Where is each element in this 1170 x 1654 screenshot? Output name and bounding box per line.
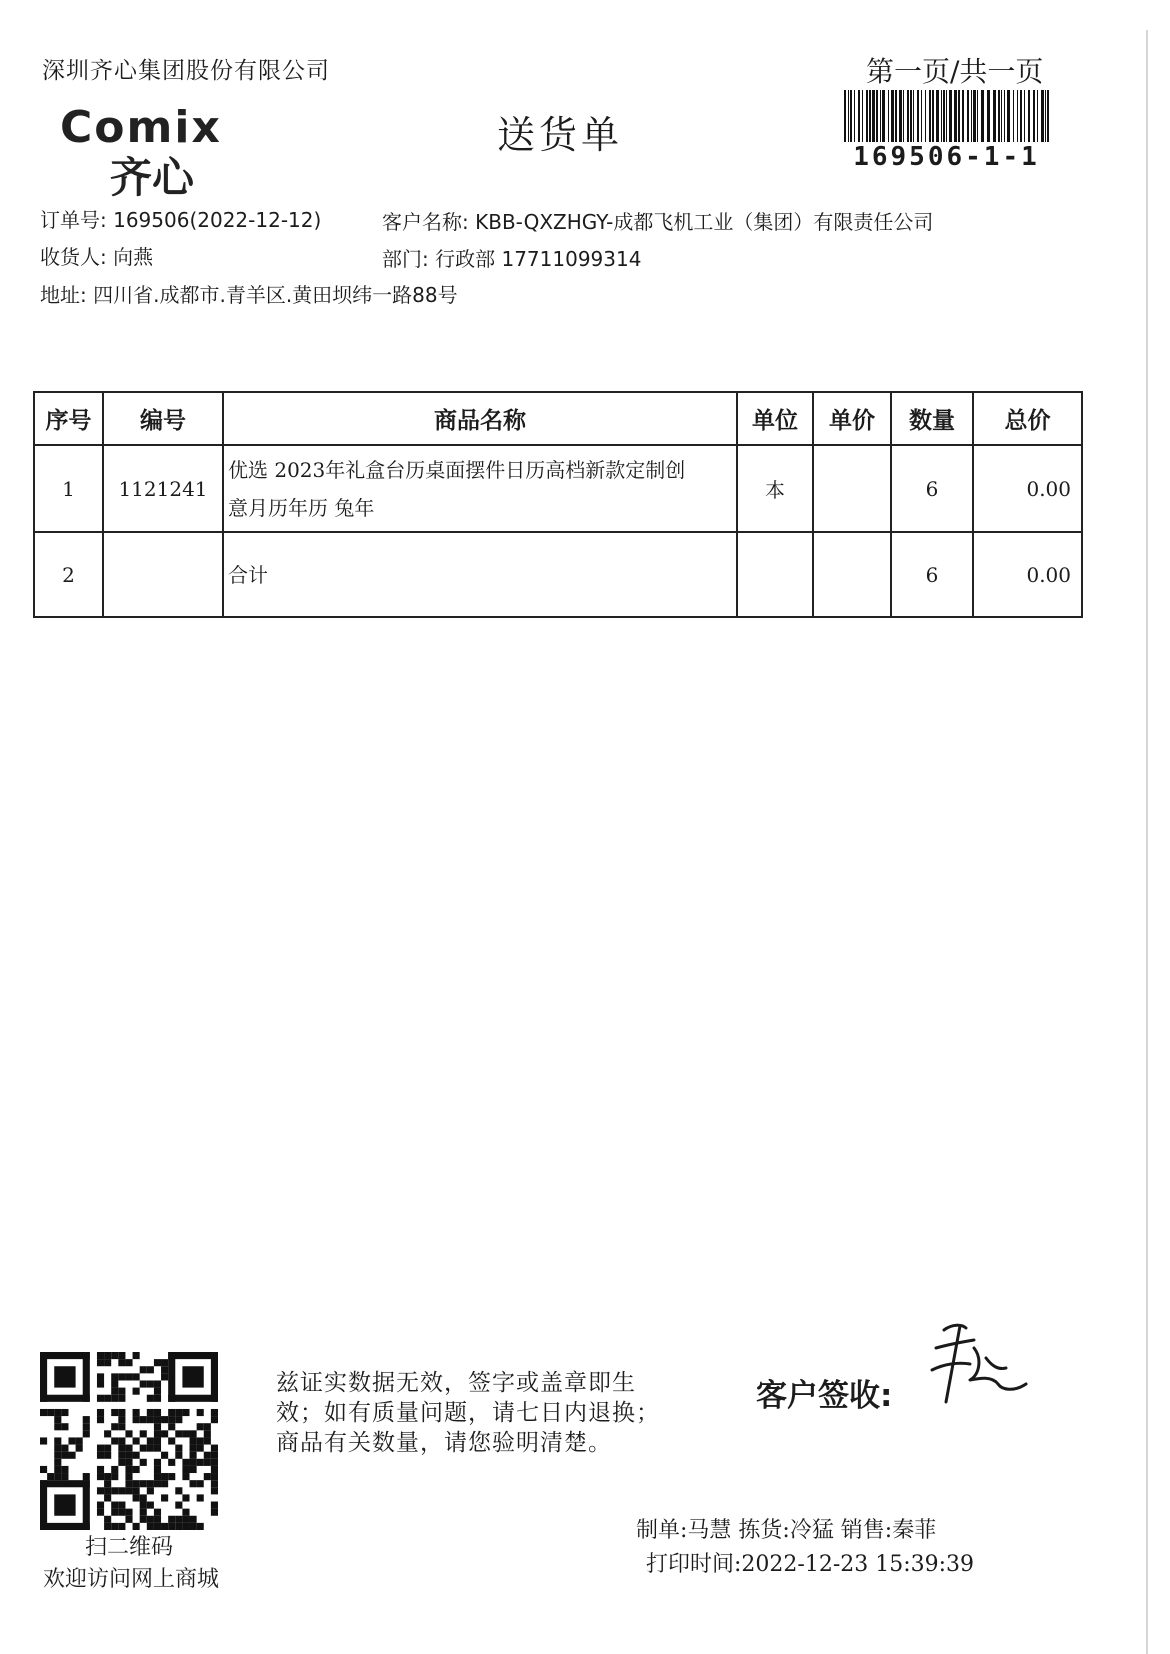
row1-quantity: 6 [925,476,939,501]
row1-total: 0.00 [1026,476,1071,501]
receiver-line [40,241,153,270]
department-line [382,243,641,272]
scan-edge-line [1146,30,1148,1654]
row2-product-name: 合计 [228,562,268,587]
row1-product-name-line2: 意月历年历 兔年 [228,495,375,520]
order-label: 订单号: [40,208,107,232]
receiver-value: 向燕 [113,245,154,269]
header-product-name: 商品名称 [434,408,526,434]
address-label: 地址: [40,283,87,307]
row1-unit-price [814,446,890,531]
row1-code: 1121241 [118,476,208,501]
page-indicator: 第一页/共一页 [866,55,1044,88]
header-unit: 单位 [752,408,798,434]
document-title: 送货单 [497,113,624,157]
address-value: 四川省.成都市.青羊区.黄田坝纬一路88号 [93,283,458,307]
barcode [844,90,1049,142]
header-quantity: 数量 [909,408,955,434]
header-seq: 序号 [45,408,92,434]
signature-mark [922,1318,1032,1413]
notice-line-1: 兹证实数据无效，签字或盖章即生 [276,1370,636,1396]
address-line [40,279,458,308]
header-unit-price: 单价 [829,408,875,434]
svg-text:齐心: 齐心 [110,153,195,200]
row1-product-name [224,446,736,531]
staff-line: 制单:马慧 拣货:冷猛 销售:秦菲 [636,1518,937,1543]
receiver-label: 收货人: [40,245,107,269]
dept-label: 部门: [382,247,429,271]
company-name: 深圳齐心集团股份有限公司 [42,58,330,84]
items-table [33,391,1083,618]
customer-sign-label: 客户签收: [756,1378,893,1414]
header-code: 编号 [140,408,186,434]
row1-unit: 本 [765,478,785,502]
row2-code [104,533,222,616]
qr-caption-visit: 欢迎访问网上商城 [42,1567,219,1592]
notice-line-2: 效；如有质量问题，请七日内退换； [276,1400,660,1426]
row1-seq: 1 [62,476,75,501]
row1-product-name-line1: 优选 2023年礼盒台历桌面摆件日历高档新款定制创 [228,457,686,482]
row2-quantity: 6 [925,562,939,587]
header-total: 总价 [1004,408,1051,434]
customer-name-line [382,206,933,235]
qr-code [40,1352,218,1530]
row2-unit-price [814,533,890,616]
row2-seq: 2 [62,562,75,587]
order-value: 169506(2022-12-12) [113,208,322,232]
comix-logo [60,100,290,200]
row2-unit [738,533,812,616]
print-time: 打印时间:2022-12-23 15:39:39 [646,1552,975,1577]
barcode-number: 169506-1-1 [853,142,1040,172]
customer-label: 客户名称: [382,210,469,234]
row2-total: 0.00 [1026,562,1071,587]
order-number-line [40,204,321,233]
svg-text:Comix: Comix [60,102,222,153]
notice-line-3: 商品有关数量，请您验明清楚。 [276,1430,612,1456]
dept-value: 行政部 17711099314 [435,247,642,271]
customer-value: KBB-QXZHGY-成都飞机工业（集团）有限责任公司 [475,210,934,234]
qr-caption-scan: 扫二维码 [84,1535,173,1560]
